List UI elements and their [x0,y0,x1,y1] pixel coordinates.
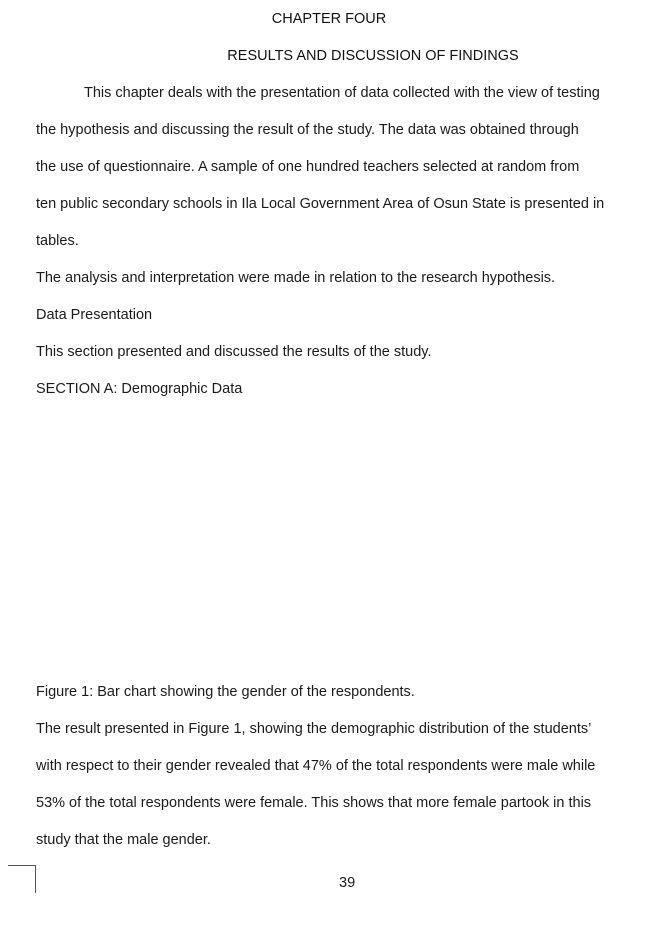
intro-line: the hypothesis and discussing the result of the study. The data was obtained through [36,122,579,138]
section-a-label: SECTION A: [36,381,118,397]
intro-line: This chapter deals with the presentation of data collected with the view of testing [84,85,600,101]
section-sentence: This section presented and discussed the results of the study. [36,344,432,360]
result-line: with respect to their gender revealed that 47% of the total respondents were male while [36,758,596,774]
intro-line: the use of questionnaire. A sample of one hundred teachers selected at random from [36,159,580,175]
analysis-sentence: The analysis and interpretation were made in relation to the research hypothesis. [36,270,556,286]
intro-line: tables. [36,233,79,249]
intro-line: ten public secondary schools in Ila Local Government Area of Osun State is presented in [36,196,605,212]
page-number: 39 [339,875,356,891]
figure-placeholder [36,410,626,670]
section-a-heading [36,382,242,397]
result-line: 53% of the total respondents were female. This shows that more female partook in this [36,795,592,811]
chapter-subtitle: RESULTS AND DISCUSSION OF FINDINGS [227,48,519,64]
data-presentation-heading: Data Presentation [36,307,153,323]
figure-caption: Figure 1: Bar chart showing the gender of the respondents. [36,684,415,700]
chapter-title: CHAPTER FOUR [271,11,387,27]
result-line: study that the male gender. [36,832,211,848]
result-line: The result presented in Figure 1, showing the demographic distribution of the students’ [36,721,592,737]
page-corner-mark [8,865,36,893]
section-a-title: Demographic Data [121,381,243,397]
